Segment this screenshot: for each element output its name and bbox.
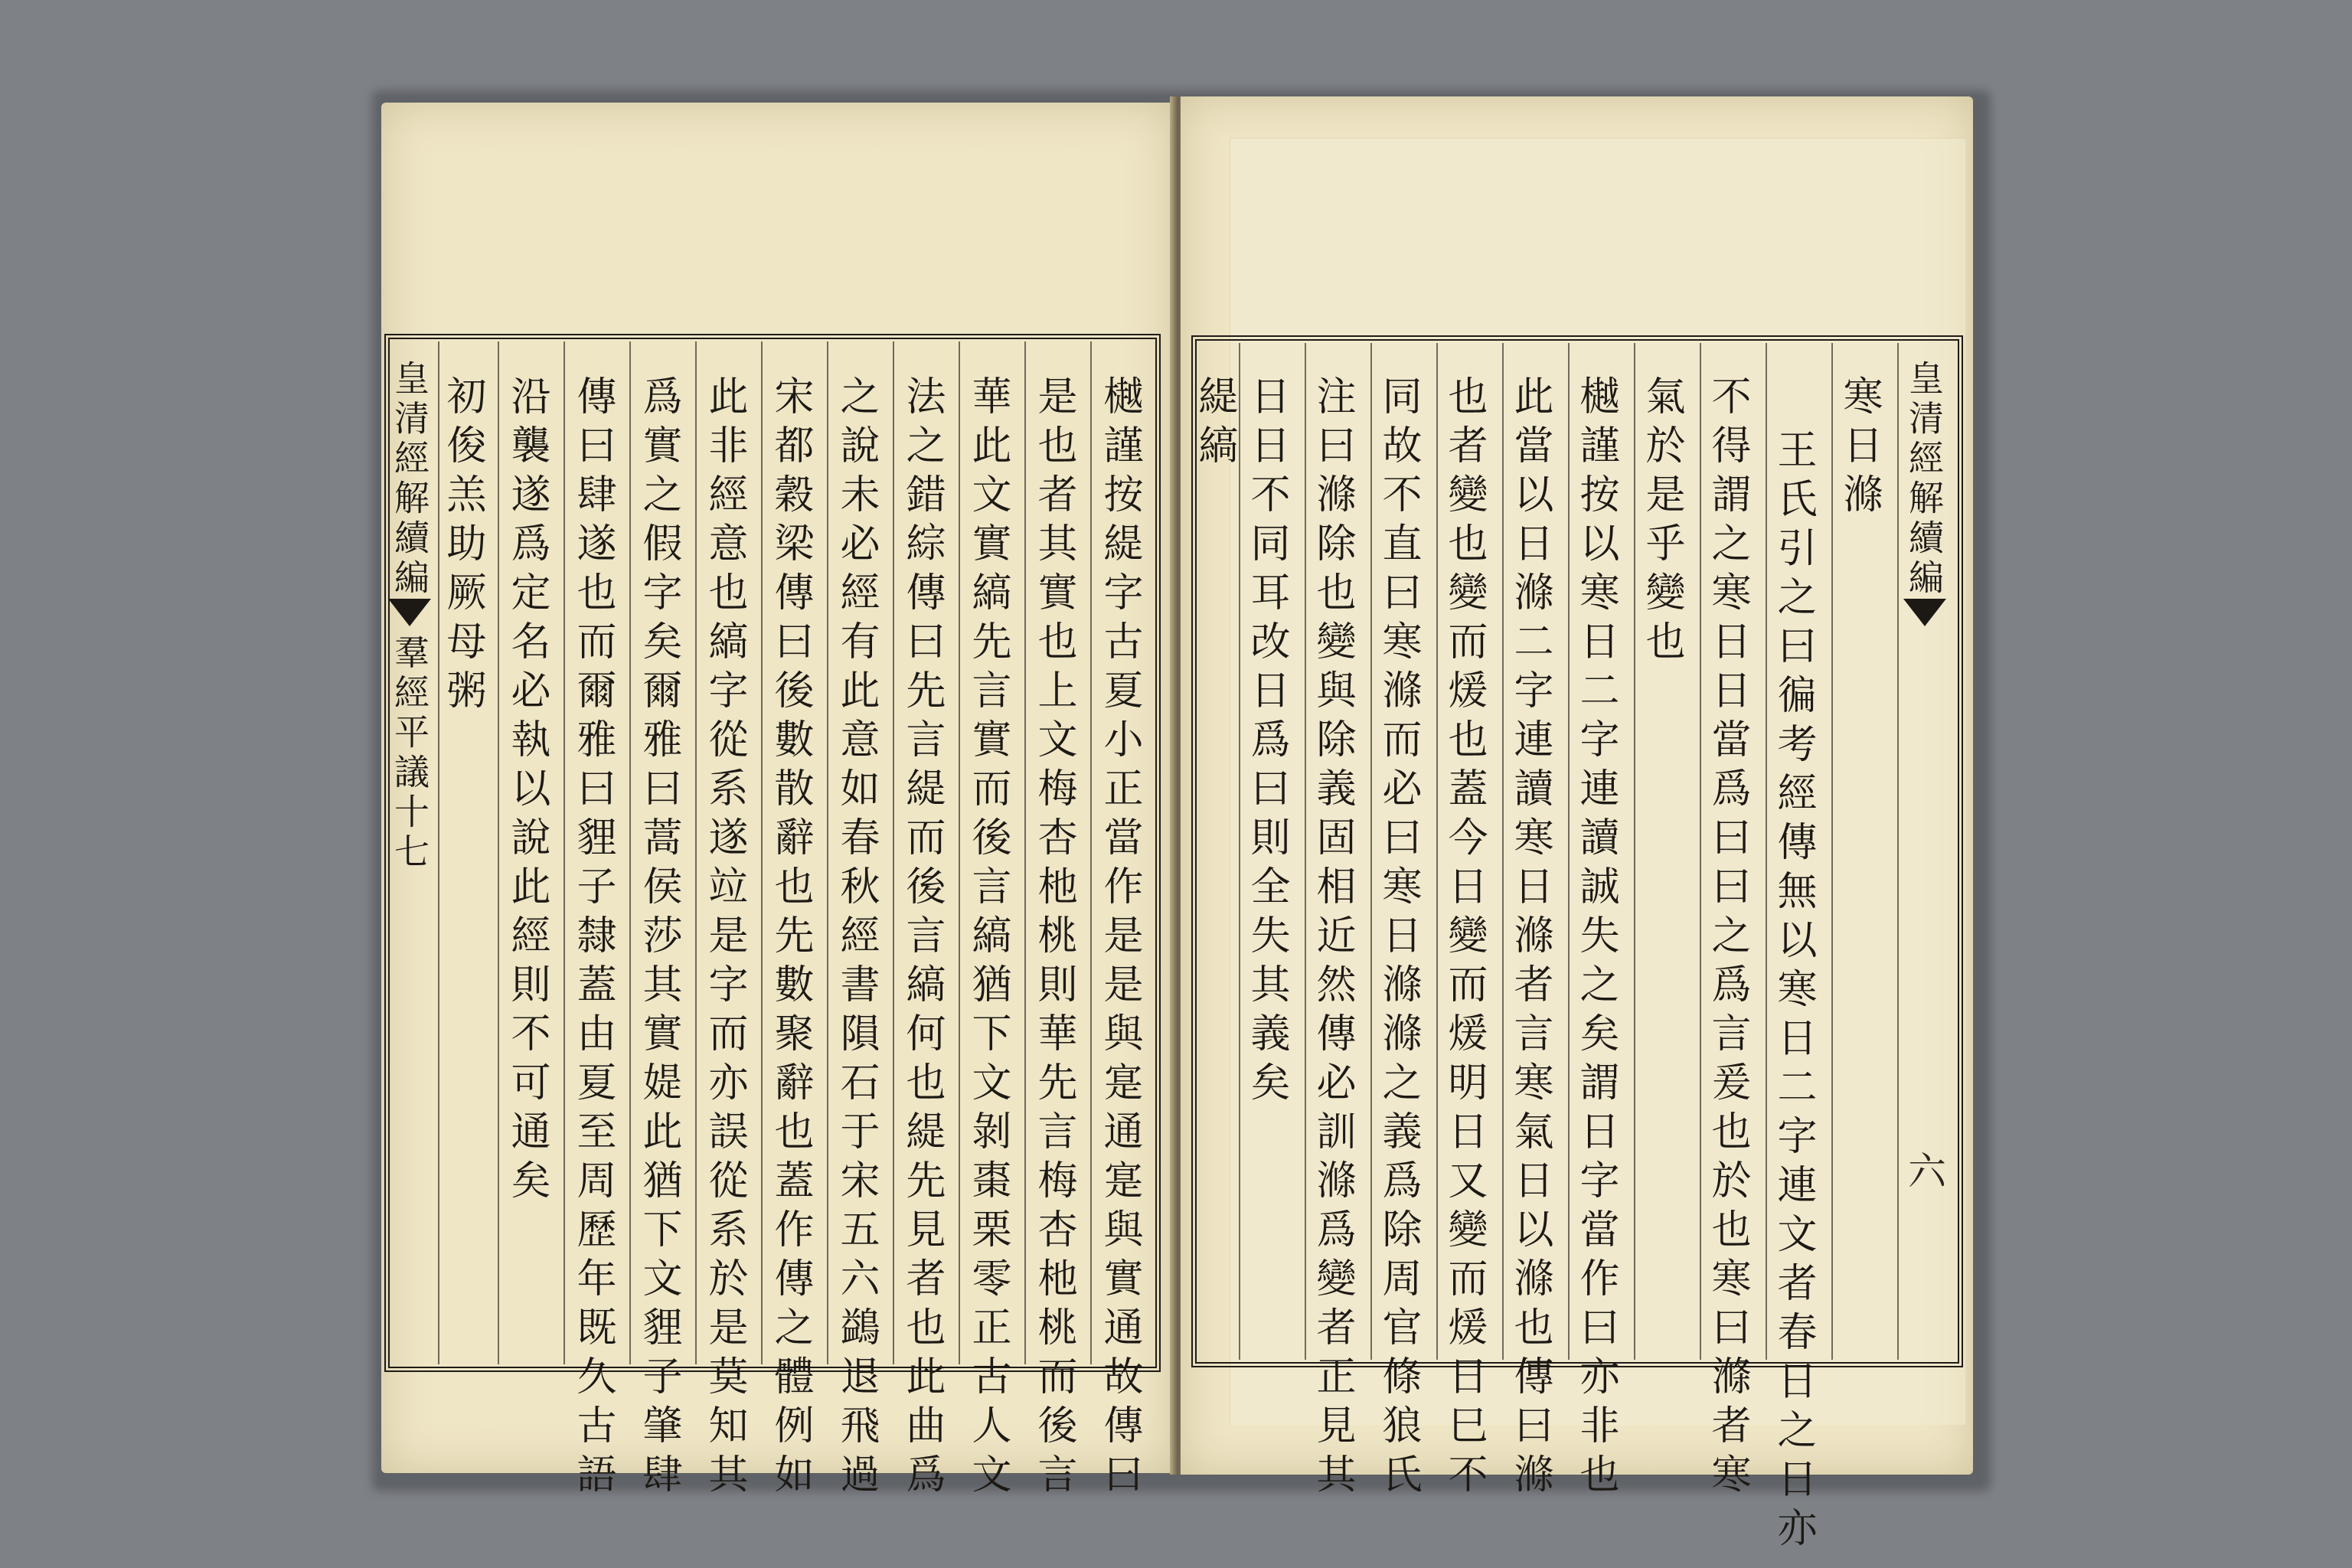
left-column-1: 樾謹按緹字古夏小正當作是是與寔通寔與實通故傳曰 (1096, 375, 1142, 1502)
right-column-7: 也者變也變而煖也蓋今日變而煖明日又變而煖日巳不 (1441, 375, 1487, 1502)
column-rule (761, 341, 763, 1364)
column-rule (1568, 343, 1570, 1360)
page-number: 六 (1908, 1149, 1946, 1194)
left-column-5: 之說未必經有此意如春秋經書隕石于宋五六鷁退飛過 (833, 375, 879, 1502)
column-rule (1436, 343, 1438, 1360)
column-rule (1370, 343, 1372, 1360)
column-rule (1634, 343, 1635, 1360)
right-column-2: 王氏引之曰徧考經傳無以寒日二字連文者春日之日亦 (1770, 429, 1816, 1556)
column-rule (1502, 343, 1504, 1360)
column-rule (498, 341, 499, 1364)
column-rule (1024, 341, 1026, 1364)
left-banner-title: 皇清經解續編 (389, 360, 430, 599)
right-column-5: 樾謹按以寒日二字連讀誠失之矣謂日字當作曰亦非也 (1573, 375, 1619, 1502)
left-column-11: 初俊羔助厥母粥 (439, 375, 485, 718)
right-column-9: 注曰滌除也變與除義固相近然傳必訓滌爲變者正見其 (1309, 375, 1355, 1502)
right-column-1: 寒日滌 (1836, 375, 1882, 522)
left-column-3: 華此文實縞先言實而後言縞猶下文剝棗栗零正古人文 (965, 375, 1011, 1502)
left-column-8: 爲實之假字矣爾雅曰蒿侯莎其實媞此猶下文貍子肇肆 (635, 375, 681, 1502)
right-column-10: 日日不同耳改日爲曰則全失其義矣 (1243, 375, 1289, 1110)
column-rule (1766, 343, 1767, 1360)
right-column-11: 緹縞 (1191, 375, 1237, 473)
column-rule (1239, 343, 1240, 1360)
right-column-6: 此當以日滌二字連讀寒日滌者言寒氣日以滌也傳曰滌 (1507, 375, 1553, 1502)
column-rule (827, 341, 828, 1364)
fish-tail-mark-icon (387, 597, 433, 628)
column-rule (959, 341, 960, 1364)
column-rule (1090, 341, 1092, 1364)
right-column-4: 氣於是乎變也 (1638, 375, 1684, 669)
column-rule (1831, 343, 1833, 1360)
fish-tail-mark-icon (1902, 597, 1948, 628)
left-column-9: 傳曰肆遂也而爾雅曰貍子隸蓋由夏至周歷年既久古語 (570, 375, 616, 1502)
left-column-2: 是也者其實也上文梅杏杝桃則華先言梅杏杝桃而後言 (1031, 375, 1076, 1502)
column-rule (1897, 343, 1899, 1360)
left-column-10: 沿襲遂爲定名必執以說此經則不可通矣 (504, 375, 550, 1208)
right-column-8: 同故不直曰寒滌而必曰寒日滌滌之義爲除周官條狼氏 (1375, 375, 1421, 1502)
column-rule (695, 341, 697, 1364)
left-column-7: 此非經意也縞字從系遂竝是字而亦誤從系於是莫知其 (701, 375, 747, 1502)
right-column-3: 不得謂之寒日日當爲曰曰之爲言爰也於也寒曰滌者寒 (1704, 375, 1750, 1502)
left-column-6: 宋都穀梁傳曰後數散辭也先數聚辭也蓋作傳之體例如 (767, 375, 813, 1502)
column-rule (629, 341, 631, 1364)
column-rule (1305, 343, 1306, 1360)
column-rule (893, 341, 894, 1364)
left-column-4: 法之錯綜傳曰先言緹而後言縞何也緹先見者也此曲爲 (899, 375, 945, 1502)
left-banner-section: 羣經平議十七 (389, 634, 430, 873)
column-rule (1700, 343, 1701, 1360)
right-banner-title: 皇清經解續編 (1903, 360, 1945, 599)
column-rule (564, 341, 565, 1364)
